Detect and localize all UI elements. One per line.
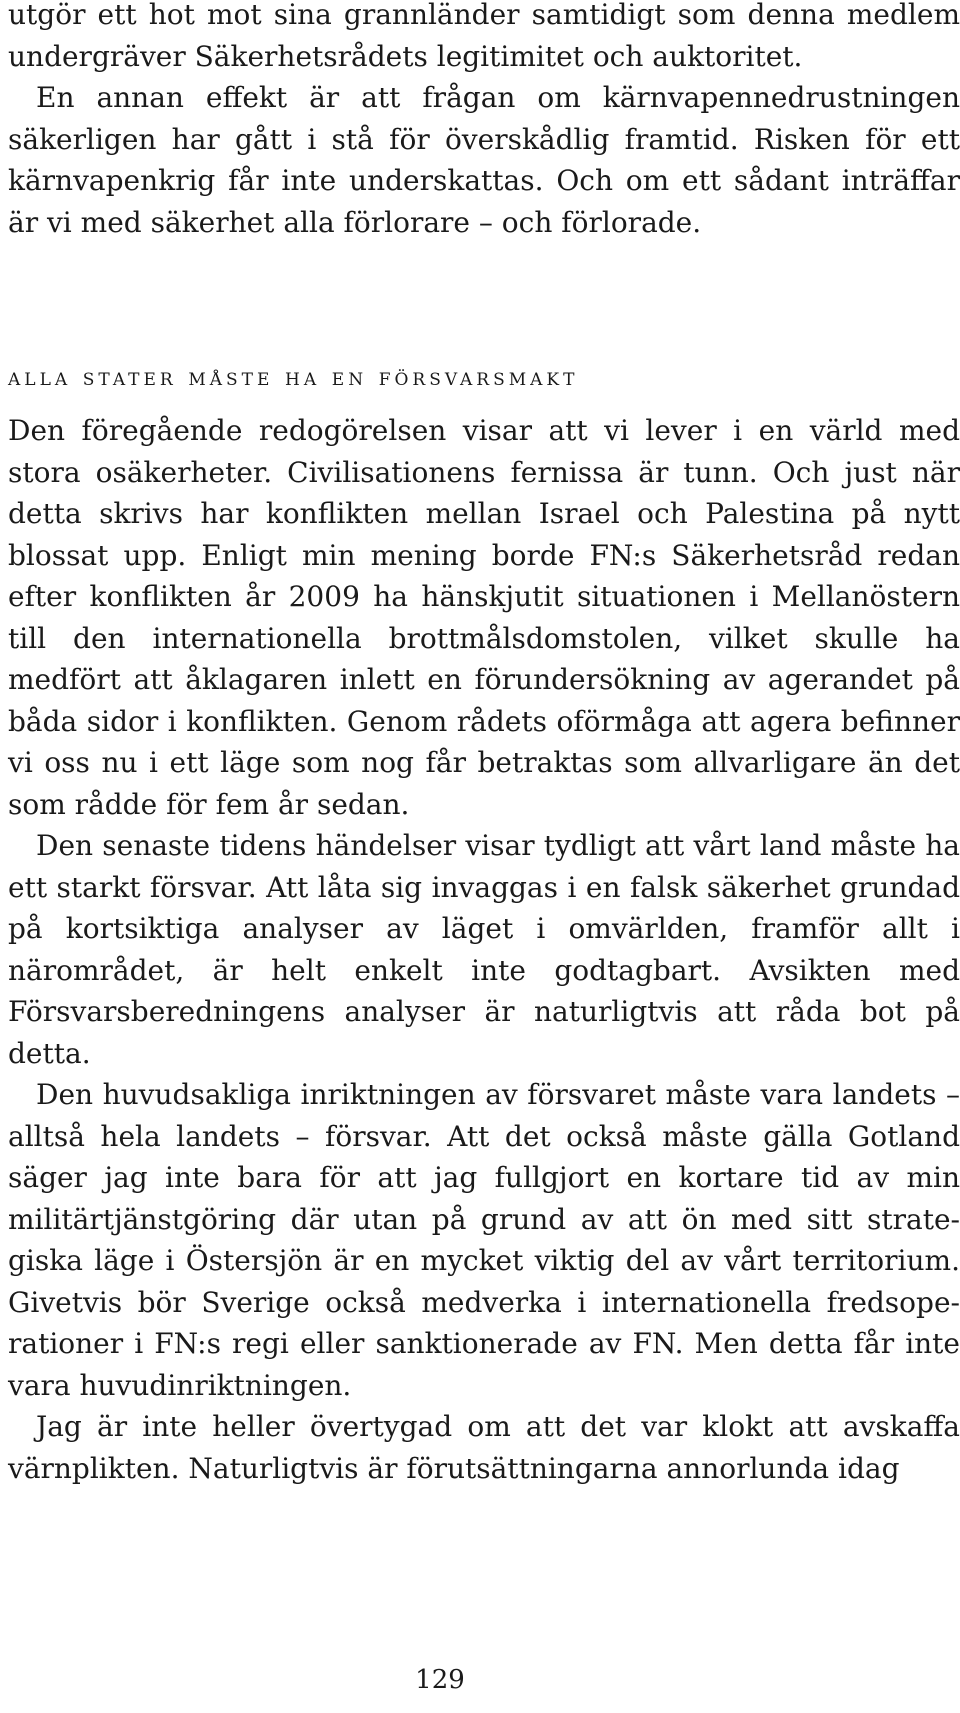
paragraph: Den föregående redogörelsen visar att vi lever i en värld med stora osäkerheter. Civilisationens fernissa är tunn. Och just när detta skrivs har konflikten mellan Israel och Palestina på nytt blossat upp. Enligt min mening borde FN:s Säkerhetsråd redan efter konflikten år 2009 ha hänskjutit situationen i Mellanöstern till den internationella brottmålsdomstolen, vilket skulle ha medfört att åklagaren inlett en förundersökning av agerandet på båda sidor i konflikten. Genom rådets oförmåga att agera befinner vi oss nu i ett läge som nog får betraktas som allvarligare än det som rådde för fem år sedan. [8, 414, 960, 821]
paragraph: Jag är inte heller övertygad om att det var klokt att avskaffa värnplikten. Naturligtvis är förutsättningarna annorlunda idag [8, 1410, 960, 1485]
paragraph: Den senaste tidens händelser visar tydligt att vårt land måste ha ett starkt försvar. Att låta sig invaggas i en falsk säkerhet grundad på kortsiktiga analyser av läget i omvärlden, framför allt i närområdet, är helt enkelt inte godtagbart. Avsikten med Försvarsberedningens analyser är naturligtvis att råda bot på detta. [8, 829, 960, 1070]
top-text-block [8, 0, 960, 243]
main-text-block [8, 410, 960, 1489]
page-number: 129 [415, 1665, 465, 1695]
paragraph: utgör ett hot mot sina grannländer samtidigt som denna medlem undergräver Säkerhetsrådets legitimitet och auktoritet. [8, 0, 960, 73]
paragraph: En annan effekt är att frågan om kärnvapennedrustningen säkerligen har gått i stå för överskådlig framtid. Risken för ett kärnvapenkrig får inte underskattas. Och om ett sådant inträffar är vi med säkerhet alla förlorare – och förlorade. [8, 81, 960, 239]
section-heading: alla stater måste ha en försvarsmakt [8, 363, 579, 391]
paragraph: Den huvudsakliga inriktningen av försvaret måste vara landets – alltså hela landets – försvar. Att det också måste gälla Gotland säger jag inte bara för att jag fullgjort en kortare tid av min militärtjänstgöring där utan på grund av att ön med sitt strategiska läge i Östersjön är en mycket viktig del av vårt territorium. Givetvis bör Sverige också medverka i internationella fredsoperationer i FN:s regi eller sanktionerade av FN. Men detta får inte vara huvudinriktningen. [8, 1078, 960, 1402]
